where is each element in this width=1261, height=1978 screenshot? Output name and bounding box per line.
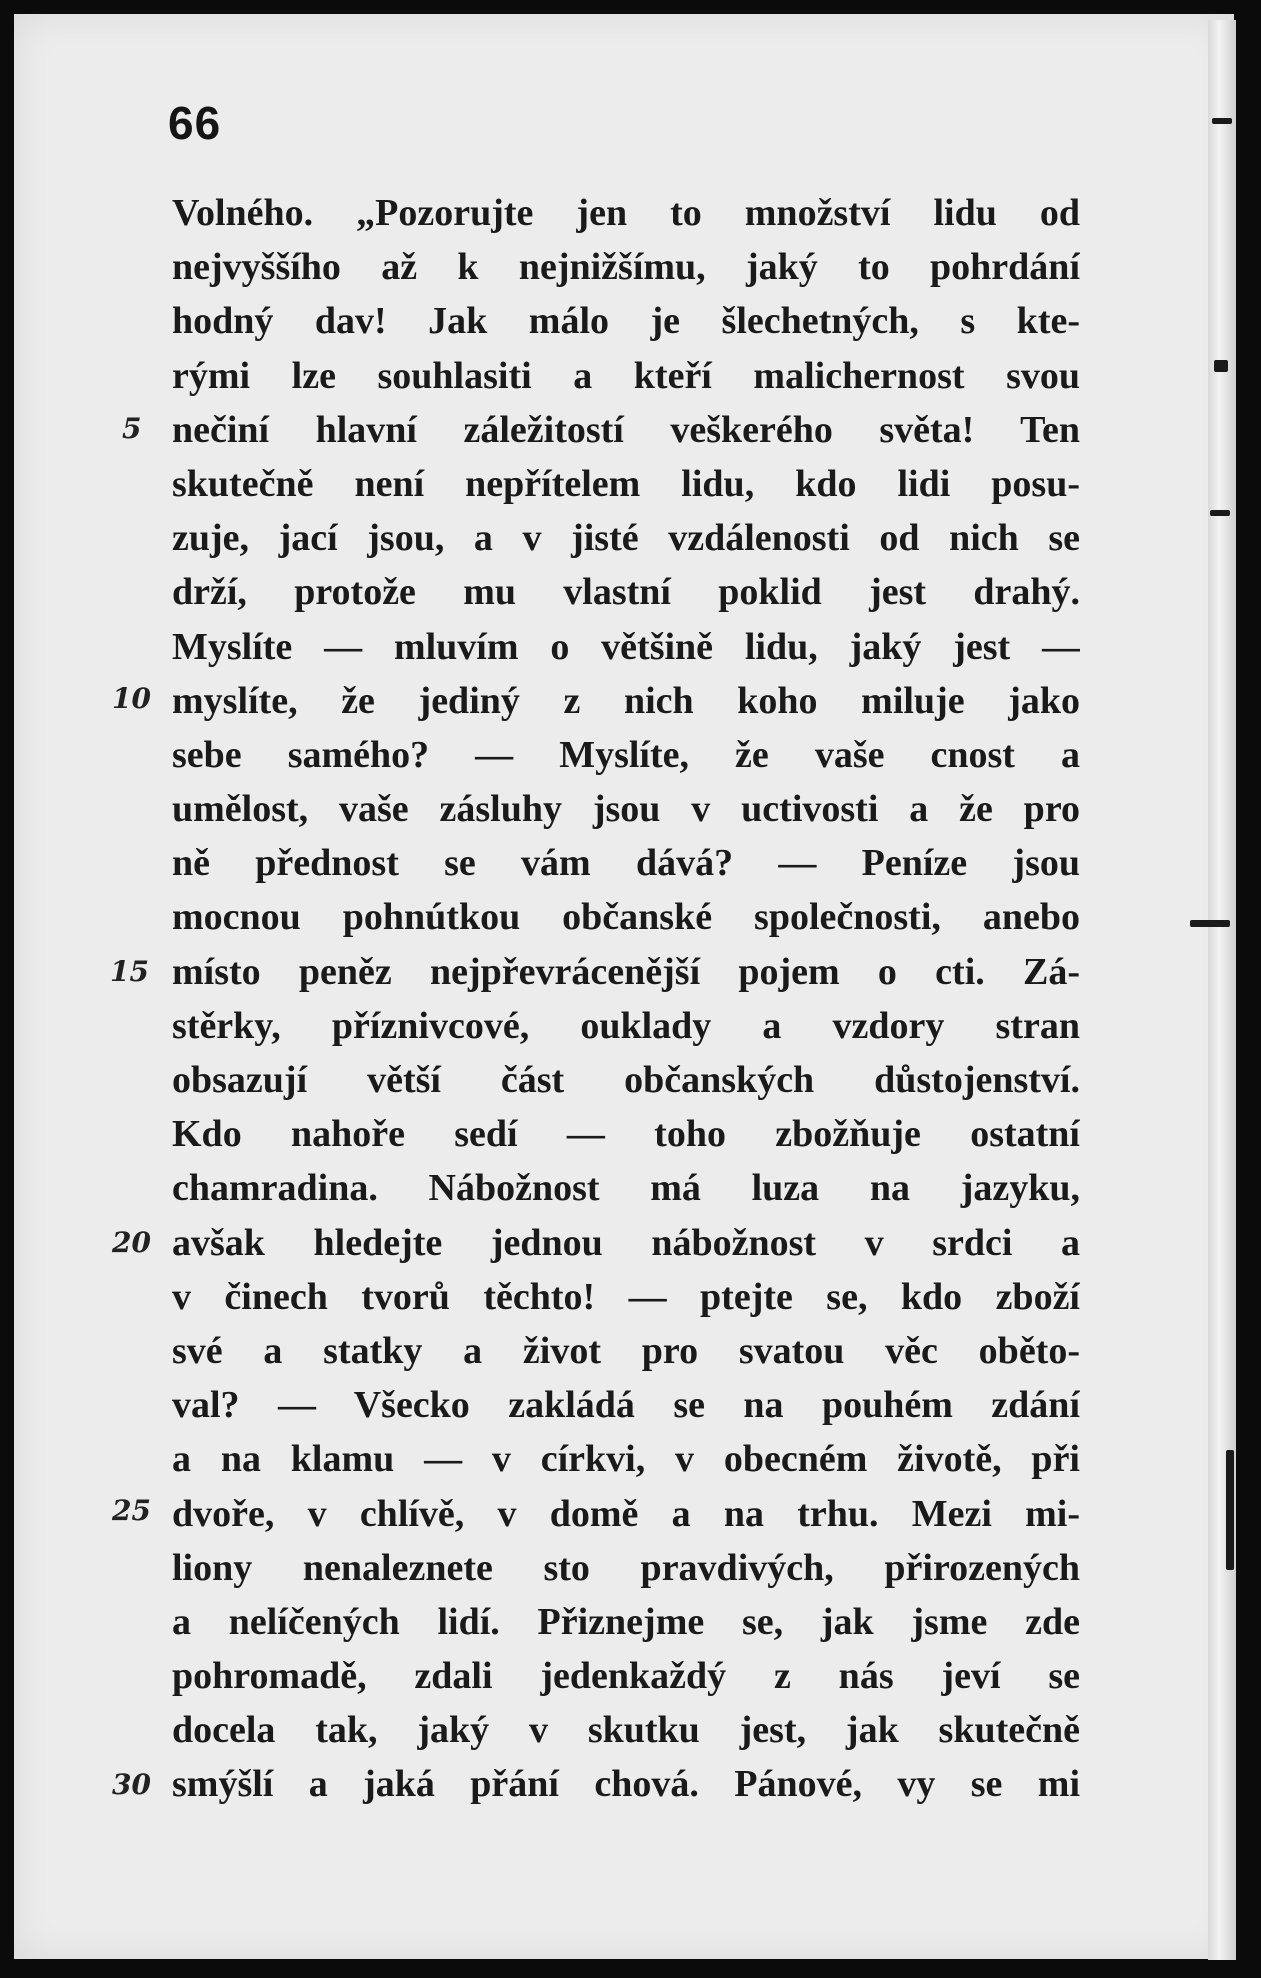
text-line: docela tak, jaký v skutku jest, jak skutečně <box>172 1709 1080 1752</box>
edge-mark <box>1226 1450 1234 1570</box>
text-line: hodný dav! Jak málo je šlechetných, s kte- <box>172 300 1080 343</box>
text-line: a na klamu — v církvi, v obecném životě, při <box>172 1438 1080 1481</box>
edge-mark <box>1210 510 1230 516</box>
text-line: chamradina. Nábožnost má luza na jazyku, <box>172 1167 1080 1210</box>
text-line: skutečně není nepřítelem lidu, kdo lidi posu- <box>172 462 1080 505</box>
margin-line-number: 5 <box>122 412 142 445</box>
edge-mark <box>1214 360 1228 372</box>
text-line: své a statky a život pro svatou věc oběto- <box>172 1329 1080 1372</box>
text-line: Volného. „Pozorujte jen to množství lidu od <box>172 192 1080 234</box>
text-line: sebe samého? — Myslíte, že vaše cnost a <box>172 733 1080 776</box>
margin-line-number: 20 <box>112 1226 151 1259</box>
text-line: dvoře, v chlívě, v domě a na trhu. Mezi mi- <box>172 1492 1080 1535</box>
page-edge-gutter <box>1208 20 1236 1960</box>
text-line: a nelíčených lidí. Přiznejme se, jak jsme zde <box>172 1600 1080 1643</box>
edge-mark <box>1190 920 1230 927</box>
text-line: ně přednost se vám dává? — Peníze jsou <box>172 842 1080 885</box>
text-line: v činech tvorů těchto! — ptejte se, kdo zboží <box>172 1275 1080 1318</box>
margin-line-number: 10 <box>112 682 151 715</box>
text-line: rými lze souhlasiti a kteří malichernost svou <box>172 354 1080 397</box>
text-line: Myslíte — mluvím o většině lidu, jaký jest — <box>172 625 1080 668</box>
text-line: místo peněz nejpřevrácenější pojem o cti. Zá- <box>172 950 1080 993</box>
text-line: zuje, jací jsou, a v jisté vzdálenosti od nich se <box>172 517 1080 560</box>
text-line: mocnou pohnútkou občanské společnosti, anebo <box>172 896 1080 939</box>
text-line: myslíte, že jediný z nich koho miluje jako <box>172 679 1080 722</box>
text-line: avšak hledejte jednou nábožnost v srdci a <box>172 1221 1080 1264</box>
body-text <box>172 186 1080 1812</box>
text-line: val? — Všecko zakládá se na pouhém zdání <box>172 1384 1080 1427</box>
margin-line-number: 25 <box>112 1494 151 1527</box>
margin-line-number: 30 <box>112 1768 151 1801</box>
edge-mark <box>1212 118 1232 124</box>
text-line: nečiní hlavní záležitostí veškerého světa! Ten <box>172 408 1080 451</box>
text-line: stěrky, příznivcové, ouklady a vzdory stran <box>172 1004 1080 1047</box>
page-number: 66 <box>168 97 222 149</box>
text-line: obsazují větší část občanských důstojenství. <box>172 1059 1080 1101</box>
margin-line-number: 15 <box>110 955 149 988</box>
text-line: nejvyššího až k nejnižšímu, jaký to pohrdání <box>172 246 1080 289</box>
text-line: liony nenaleznete sto pravdivých, přirozených <box>172 1546 1080 1589</box>
text-line: Kdo nahoře sedí — toho zbožňuje ostatní <box>172 1113 1080 1156</box>
text-line: pohromadě, zdali jedenkaždý z nás jeví se <box>172 1655 1080 1698</box>
text-line: smýšlí a jaká přání chová. Pánové, vy se mi <box>172 1763 1080 1806</box>
text-line: umělost, vaše zásluhy jsou v uctivosti a že pro <box>172 788 1080 831</box>
text-line: drží, protože mu vlastní poklid jest drahý. <box>172 571 1080 614</box>
